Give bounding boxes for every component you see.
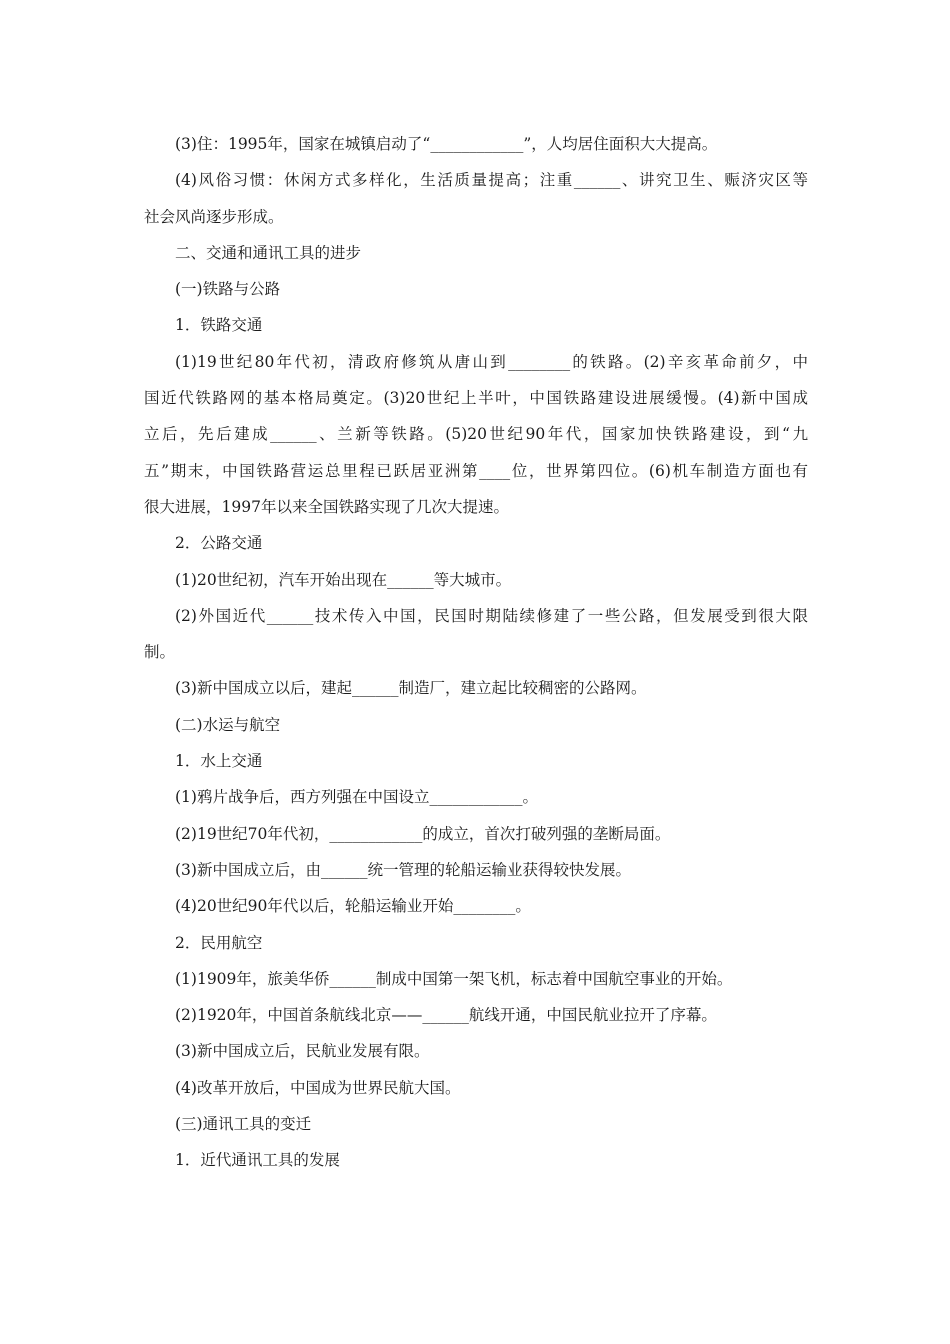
text-line: 1．近代通讯工具的发展 bbox=[175, 1151, 340, 1170]
text-line: (3)新中国成立后，由______统一管理的轮船运输业获得较快发展。 bbox=[175, 860, 631, 879]
text-line: 制。 bbox=[144, 643, 176, 662]
text-line: (3)住：1995年，国家在城镇启动了“____________”，人均居住面积大大提高。 bbox=[175, 135, 718, 153]
text-line: 五”期末，中国铁路营运总里程已跃居亚洲第____位，世界第四位。(6)机车制造方面也有 bbox=[144, 461, 808, 480]
text-line: (4)20世纪90年代以后，轮船运输业开始________。 bbox=[175, 897, 531, 916]
text-line: 2．民用航空 bbox=[175, 933, 263, 952]
text-line: (1)20世纪初，汽车开始出现在______等大城市。 bbox=[175, 570, 512, 589]
text-line: (三)通讯工具的变迁 bbox=[175, 1115, 312, 1134]
text-line: (4)改革开放后，中国成为世界民航大国。 bbox=[175, 1078, 461, 1097]
text-line: (1)19世纪80年代初，清政府修筑从唐山到________的铁路。(2)辛亥革命前夕，中 bbox=[175, 352, 808, 371]
text-line: 2．公路交通 bbox=[175, 534, 263, 553]
text-line: (3)新中国成立后，民航业发展有限。 bbox=[175, 1042, 430, 1061]
text-line: 二、交通和通讯工具的进步 bbox=[175, 243, 362, 262]
text-line: (1)1909年，旅美华侨______制成中国第一架飞机，标志着中国航空事业的开始。 bbox=[175, 969, 733, 988]
text-line: (一)铁路与公路 bbox=[175, 280, 281, 299]
text-line: (2)外国近代______技术传入中国，民国时期陆续修建了一些公路，但发展受到很大限 bbox=[175, 606, 808, 625]
text-line: 1．水上交通 bbox=[175, 752, 263, 771]
text-line: 1．铁路交通 bbox=[175, 316, 263, 335]
text-line: 很大进展，1997年以来全国铁路实现了几次大提速。 bbox=[144, 497, 509, 516]
text-line: (1)鸦片战争后，西方列强在中国设立____________。 bbox=[175, 788, 538, 807]
text-line: 国近代铁路网的基本格局奠定。(3)20世纪上半叶，中国铁路建设进展缓慢。(4)新中国成 bbox=[144, 389, 808, 408]
text-line: (4)风俗习惯：休闲方式多样化，生活质量提高；注重______、讲究卫生、赈济灾区等 bbox=[175, 171, 808, 190]
text-line: 社会风尚逐步形成。 bbox=[144, 207, 284, 226]
text-line: (2)19世纪70年代初，____________的成立，首次打破列强的垄断局面。 bbox=[175, 824, 671, 843]
text-line: (3)新中国成立以后，建起______制造厂，建立起比较稠密的公路网。 bbox=[175, 679, 647, 698]
text-line: (2)1920年，中国首条航线北京——______航线开通，中国民航业拉开了序幕。 bbox=[175, 1006, 717, 1025]
document-body bbox=[144, 126, 808, 1179]
text-line: 立后，先后建成______、兰新等铁路。(5)20世纪90年代，国家加快铁路建设，到“九 bbox=[144, 425, 808, 444]
text-line: (二)水运与航空 bbox=[175, 715, 281, 734]
